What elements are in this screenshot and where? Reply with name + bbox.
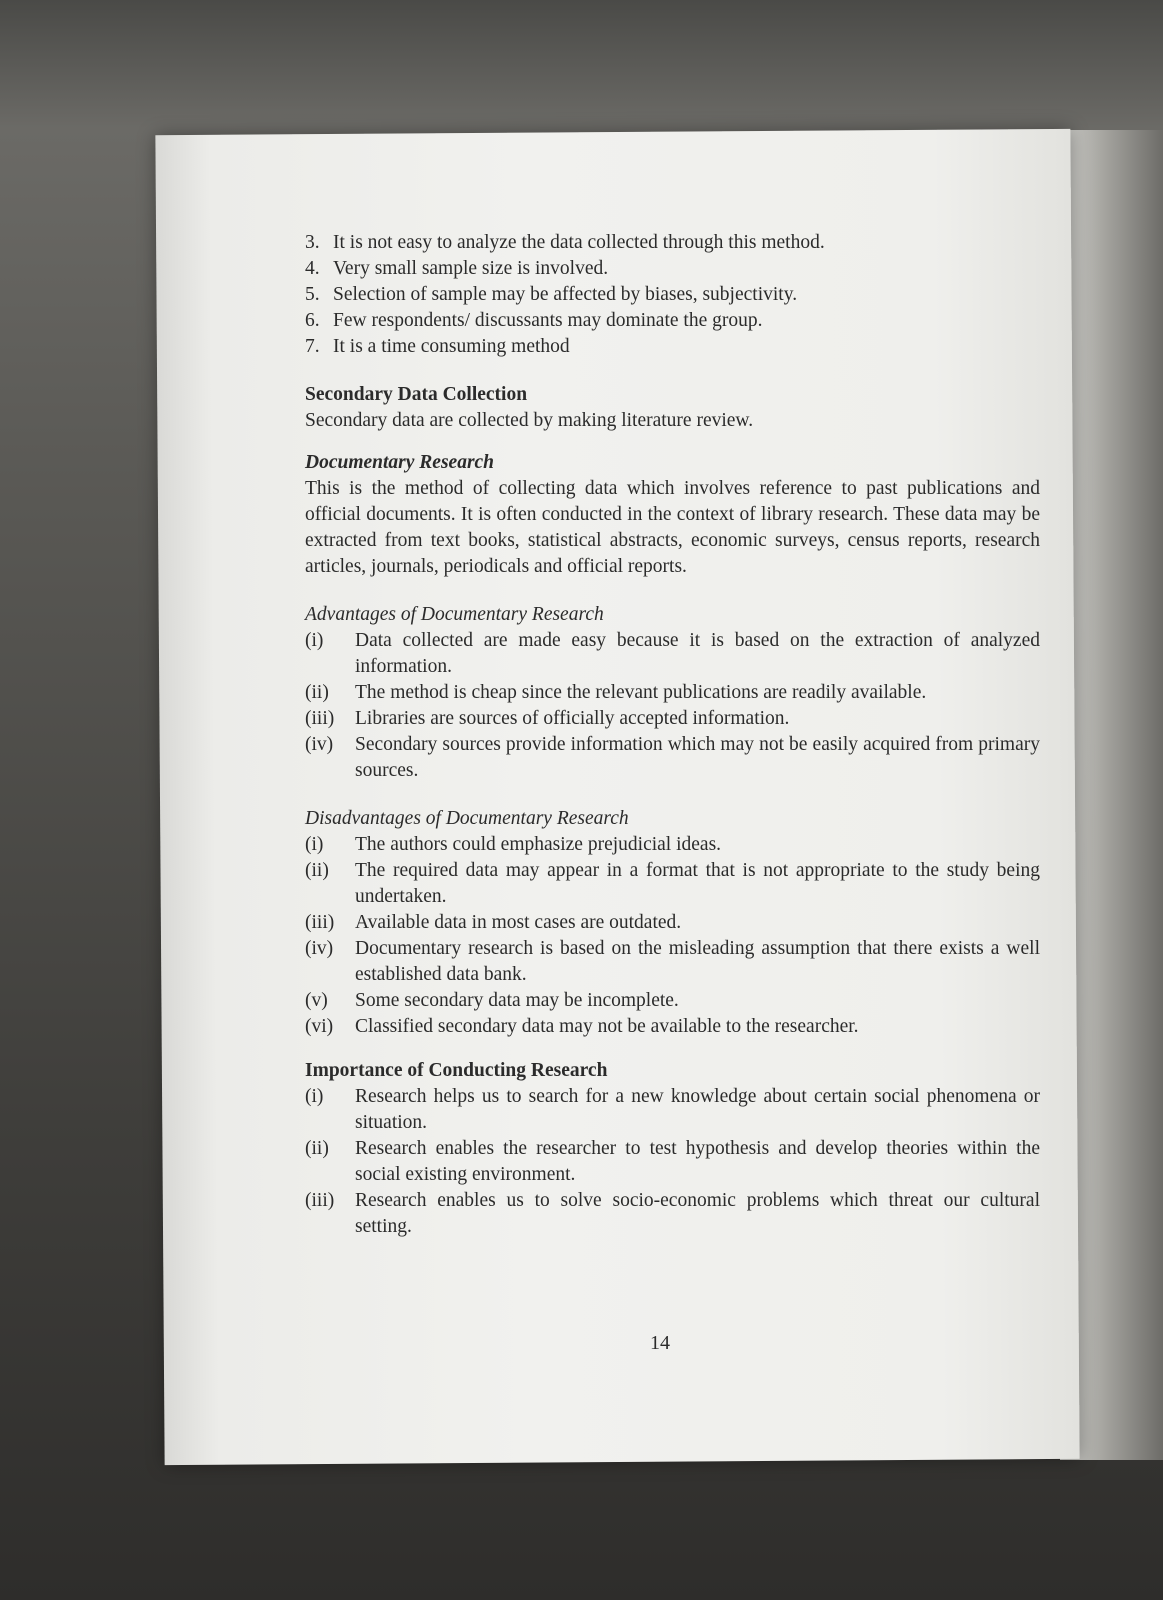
list-item-text: Very small sample size is involved. [333,258,609,279]
advantages-list [305,628,1040,784]
list-item-text: The required data may appear in a format that is not appropriate to the study being undertaken. [355,860,1040,907]
list-item [305,628,1040,680]
list-item-text: Secondary sources provide information which may not be easily acquired from primary sources. [355,734,1040,781]
list-item [305,706,1040,732]
list-item [305,936,1040,988]
list-item [305,910,1040,936]
disadvantages-list [305,832,1040,1040]
list-item-number: (iv) [305,734,334,755]
list-item [305,988,1040,1014]
list-item-number: 4. [305,258,320,279]
numbered-list [305,230,1040,360]
secondary-text: Secondary data are collected by making literature review. [305,410,754,431]
list-item-text: The method is cheap since the relevant publications are readily available. [355,682,927,703]
page-number: 14 [650,1332,670,1354]
list-item-number: (i) [305,1086,324,1107]
list-item [305,1188,1040,1240]
importance-list [305,1084,1040,1240]
list-item-text: Some secondary data may be incomplete. [355,990,679,1011]
list-item-number: (i) [305,630,324,651]
list-item-text: Research enables the researcher to test hypothesis and develop theories within the social existing environment. [355,1138,1040,1185]
list-item-number: (iii) [305,708,335,729]
list-item [305,230,1040,256]
list-item-text: It is a time consuming method [333,336,570,357]
list-item-text: Available data in most cases are outdated. [355,912,682,933]
list-item [305,1136,1040,1188]
list-item-text: Classified secondary data may not be available to the researcher. [355,1016,859,1037]
list-item [305,308,1040,334]
list-item [305,282,1040,308]
list-item-number: (v) [305,990,328,1011]
list-item-number: (iii) [305,1190,335,1211]
documentary-heading: Documentary Research [305,452,495,473]
list-item [305,256,1040,282]
list-item-number: 3. [305,232,320,253]
list-item-text: Few respondents/ discussants may dominate the group. [333,310,763,331]
list-item [305,858,1040,910]
list-item-number: (vi) [305,1016,334,1037]
list-item-number: (iv) [305,938,334,959]
list-item-number: 6. [305,310,320,331]
list-item-number: (i) [305,834,324,855]
disadvantages-heading: Disadvantages of Documentary Research [305,808,629,829]
list-item-number: 5. [305,284,320,305]
list-item-text: Research enables us to solve socio-economic problems which threat our cultural setting. [355,1190,1040,1237]
list-item [305,1084,1040,1136]
list-item-text: Selection of sample may be affected by biases, subjectivity. [333,284,798,305]
secondary-heading: Secondary Data Collection [305,384,528,405]
list-item-text: Documentary research is based on the misleading assumption that there exists a well established data bank. [355,938,1040,985]
list-item-number: 7. [305,336,320,357]
list-item-text: The authors could emphasize prejudicial ideas. [355,834,722,855]
list-item-number: (ii) [305,682,329,703]
advantages-heading: Advantages of Documentary Research [305,604,604,625]
list-item [305,832,1040,858]
list-item-text: Research helps us to search for a new knowledge about certain social phenomena or situation. [355,1086,1040,1133]
list-item [305,732,1040,784]
list-item [305,334,1040,360]
list-item-text: Data collected are made easy because it is based on the extraction of analyzed information. [355,630,1040,677]
list-item-text: Libraries are sources of officially accepted information. [355,708,790,729]
list-item-number: (ii) [305,1138,329,1159]
importance-heading: Importance of Conducting Research [305,1060,608,1081]
list-item-number: (iii) [305,912,335,933]
list-item [305,680,1040,706]
list-item-text: It is not easy to analyze the data collected through this method. [333,232,825,253]
list-item [305,1014,1040,1040]
page-content [305,230,1040,1240]
list-item-number: (ii) [305,860,329,881]
documentary-text: This is the method of collecting data which involves reference to past publications and official documents. It is often conducted in the context of library research. These data may be extracted from text books, statistical abstracts, economic surveys, census reports, research articles, journals, periodicals and official reports. [305,478,1040,577]
